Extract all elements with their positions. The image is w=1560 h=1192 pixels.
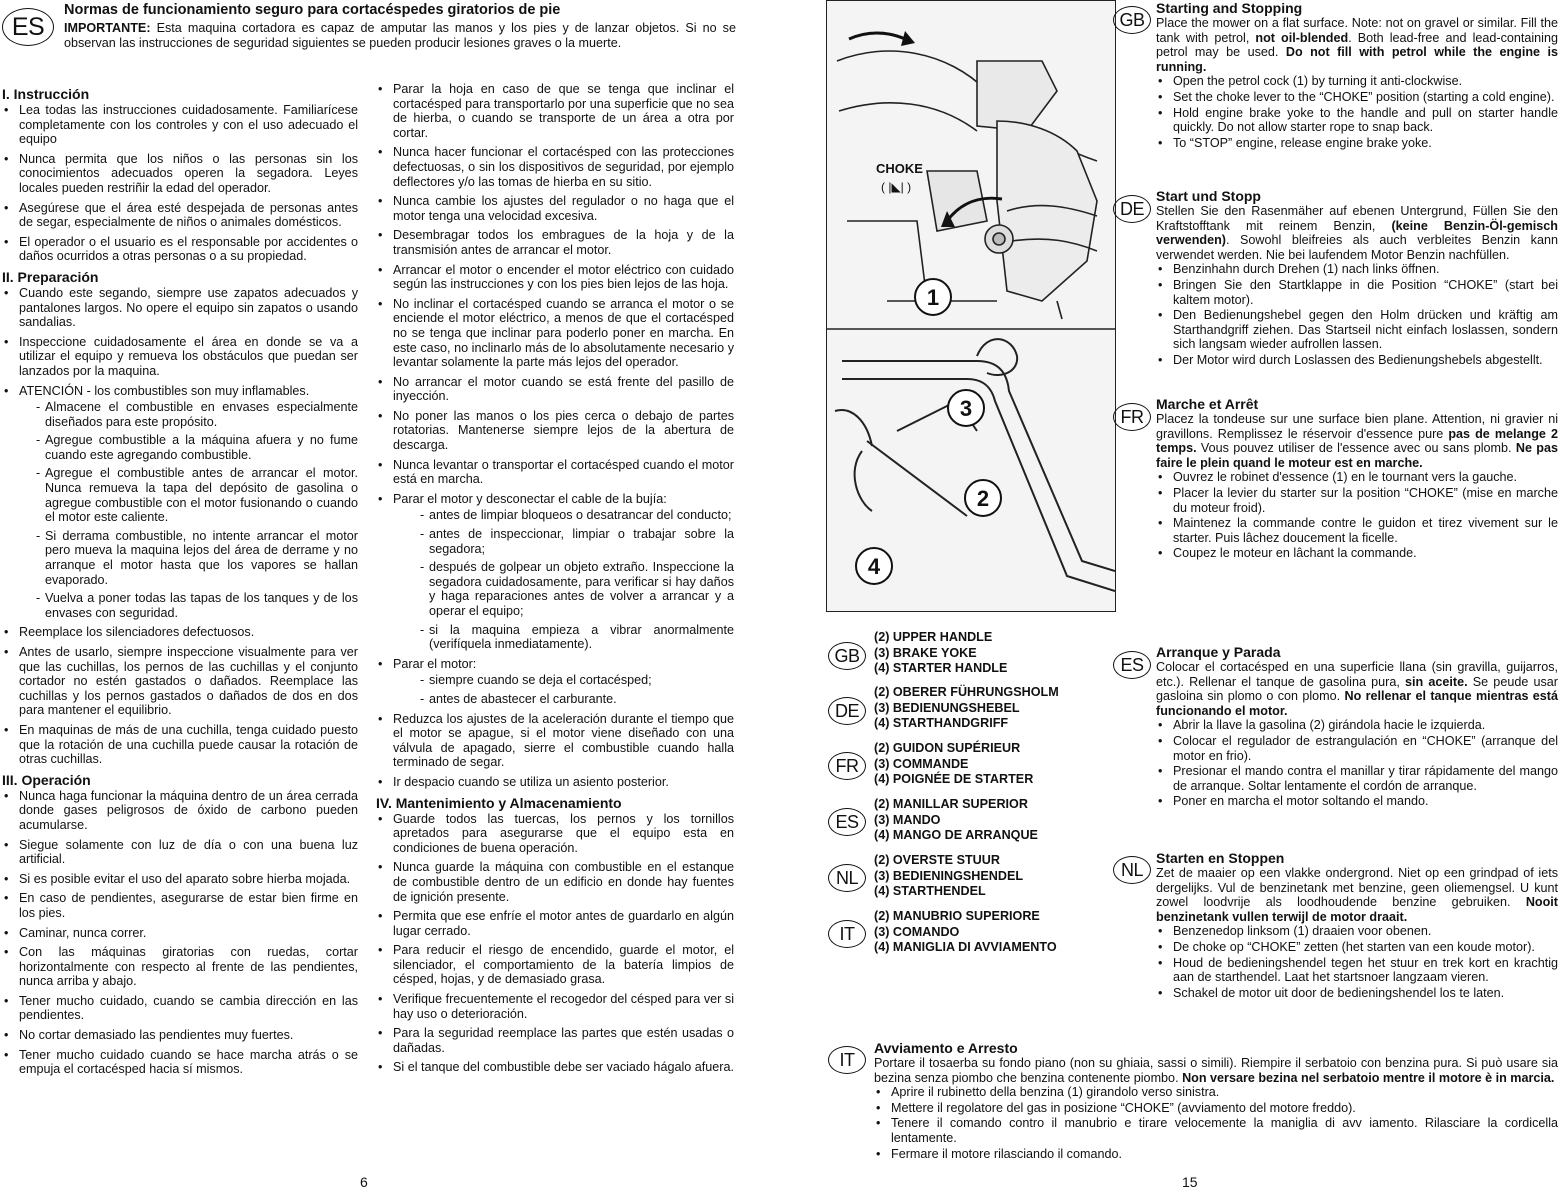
intro-text: Se peude usar gasloina sin plomo o con plomo. (1156, 674, 1558, 704)
list-item: • Si el tanque del combustible debe ser vaciado hágalo afuera. (376, 1060, 734, 1075)
sub-item: - Agregue combustible a la máquina afuera y no fume cuando este agregando combustible. (19, 433, 358, 462)
intro-bold: sin aceite. (1405, 674, 1468, 689)
parts-it (874, 909, 1057, 956)
part-line: (4) STARTER HANDLE (874, 661, 1008, 675)
intro-bold: Do not fill with petrol while the engine is running. (1156, 45, 1558, 74)
sub-item: - siempre cuando se deja el cortacésped; (393, 673, 734, 688)
list-item: • Parar la hoja en caso de que se tenga que inclinar el cortacésped para transportarlo por una superficie que no sea de hierba, o cuando se transporte de un área a otra por cortar. (376, 82, 734, 140)
list-item (376, 492, 734, 652)
list-operacion-cont (376, 82, 734, 790)
part-line: (3) MANDO (874, 812, 941, 827)
list-item: • Colocar el regulador de estrangulación en “CHOKE” (arranque del motor en frio). (1156, 734, 1558, 763)
sub-item: - Vuelva a poner todas las tapas de los tanques y de los envases con seguridad. (19, 591, 358, 620)
sub-item: - antes de limpiar bloqueos o desatrancar del conducto; (393, 508, 734, 523)
list-item: • Coupez le moteur en lâchant la commande. (1156, 546, 1558, 561)
sub-item: - antes de inspeccionar, limpiar o trabajar sobre la segadora; (393, 527, 734, 556)
callout-number: 4 (867, 554, 881, 579)
intro-text: Vous pouvez utiliser de l'essence avec ou sans plomb. (1196, 441, 1516, 456)
part-line: (3) COMMANDE (874, 756, 969, 771)
list-item: • No inclinar el cortacésped cuando se arranca el motor o se enciende el motor eléctrico, a menos de que el cortacésped no se tenga que inclinar para poderlo poner en marcha. En este caso, no inclinarlo más de lo absolutamente necesario y levantar solamente la parte más lejos del operador. (376, 297, 734, 370)
list-item: • Verifique frecuentemente el recogedor del césped para ver si hay uso o deterioración. (376, 992, 734, 1021)
list-item: • De choke op “CHOKE” zetten (het starten van een koude motor). (1156, 940, 1558, 955)
intro-bold: pas de melange 2 temps. (1156, 426, 1558, 456)
list-mantenimiento (376, 812, 734, 1076)
page-header (64, 2, 736, 50)
middle-column (376, 82, 734, 1080)
list-item: • Nunca hacer funcionar el cortacésped con las protecciones defectuosas, o sin los dispositivos de seguridad, por ejemplo deflectores y/o las tomas de hierba en su sitio. (376, 145, 734, 189)
list-item: • No cortar demasiado las pendientes muy fuertes. (2, 1028, 358, 1043)
lang-badge-gb-section: GB (1113, 6, 1151, 34)
list-item: • Tener mucho cuidado, cuando se cambia dirección en las pendientes. (2, 994, 358, 1023)
parts-de (874, 685, 1059, 732)
list-item: • Siegue solamente con luz de día o con una buena luz artificial. (2, 838, 358, 867)
section-es (1156, 644, 1558, 810)
section-title: Starting and Stopping (1156, 0, 1303, 16)
intro-bold: (keine Benzin-Öl-gemisch verwenden) (1156, 218, 1558, 248)
part-line: (4) MANGO DE ARRANQUE (874, 828, 1038, 842)
list-item: • Mettere il regolatore del gas in posizione “CHOKE” (avviamento del motore freddo). (874, 1101, 1558, 1116)
list-item: • Aprire il rubinetto della benzina (1) girandolo verso sinistra. (874, 1085, 1558, 1100)
callout-number: 2 (976, 486, 990, 511)
list-item: • Desembragar todos los embragues de la hoja y de la transmisión antes de arrancar el motor. (376, 228, 734, 257)
sub-item: - después de golpear un objeto extraño. Inspeccione la segadora cuidadosamente, para verificar si hay daños y haga reparaciones antes de volver a arrancar y a operar el equipo; (393, 560, 734, 618)
lang-badge-de: DE (828, 697, 866, 725)
list-item-text: Parar el motor: (393, 656, 477, 671)
list-item: • Para la seguridad reemplace las partes que estén usadas o dañadas. (376, 1026, 734, 1055)
section-intro (1156, 412, 1558, 470)
section-intro (1156, 16, 1558, 74)
list-item: • Nunca haga funcionar la máquina dentro de un área cerrada donde gases peligrosos de óxido de carbono pueden acumularse. (2, 789, 358, 833)
list-item: • Tenere il comando contro il manubrio e tirare velocemente la maniglia di avv iamento. Rilasciare la cordicella lentamente. (874, 1116, 1558, 1145)
list-item: • To “STOP” engine, release engine brake yoke. (1156, 136, 1558, 151)
part-line: (2) OBERER FÜHRUNGSHOLM (874, 685, 1059, 699)
important-notice (64, 21, 736, 50)
lang-badge-es: ES (2, 8, 54, 46)
part-line: (3) BEDIENUNGSHEBEL (874, 700, 1020, 715)
sub-item: - si la maquina empieza a vibrar anormalmente (verifíquela inmediatamente). (393, 623, 734, 652)
part-line: (2) GUIDON SUPÉRIEUR (874, 741, 1021, 755)
sub-item: - antes de abastecer el carburante. (393, 692, 734, 707)
list-operacion (2, 789, 358, 1077)
list-item (2, 384, 358, 621)
parts-es (874, 797, 1038, 844)
section-list (1156, 718, 1558, 809)
section-list (1156, 470, 1558, 561)
intro-bold: No rellenar el tanque mientras está funcionando el motor. (1156, 689, 1558, 718)
section-list (1156, 74, 1558, 150)
list-item: • Nunca permita que los niños o las personas sin los conocimientos adecuados operen la segadora. Leyes locales pueden restriñir la edad del operador. (2, 152, 358, 196)
important-text: Esta maquina cortadora es capaz de amputar las manos y los pies y de lanzar objetos. Si no se observan las instrucciones de seguridad siguientes se pueden producir lesiones graves o la muerte. (64, 21, 736, 50)
list-item: • Schakel de motor uit door de bedieningshendel los te laten. (1156, 986, 1558, 1001)
list-item: • Fermare il motore rilasciando il comando. (874, 1147, 1558, 1162)
list-item: • Ouvrez le robinet d'essence (1) en le tournant vers la gauche. (1156, 470, 1558, 485)
list-preparacion (2, 286, 358, 767)
intro-bold: Ne pas faire le plein quand le moteur est en marche. (1156, 441, 1558, 470)
part-line: (4) STARTHANDGRIFF (874, 716, 1009, 730)
intro-bold: Non versare bezina nel serbatoio mentre il motore è in marcia. (1182, 1070, 1555, 1085)
lang-badge-it: IT (828, 920, 866, 948)
section-intro (1156, 204, 1558, 262)
list-item: • Placer la levier du starter sur la position “CHOKE” (mise en marche du moteur froid). (1156, 486, 1558, 515)
section-title: Start und Stopp (1156, 188, 1261, 204)
lang-badge-fr: FR (828, 752, 866, 780)
callout-1 (915, 279, 951, 315)
part-line: (4) POIGNÉE DE STARTER (874, 772, 1034, 786)
part-line: (3) COMANDO (874, 924, 960, 939)
list-item: • Si es posible evitar el uso del aparato sobre hierba mojada. (2, 872, 358, 887)
intro-bold: Nooit benzinetank vullen terwijl de motor draait. (1156, 895, 1558, 924)
lang-badge-it-section: IT (828, 1046, 866, 1074)
intro-text: . Both lead-free and lead-containing petrol may be used. (1156, 30, 1558, 60)
sub-item: - Si derrama combustible, no intente arrancar el motor pero mueva la maquina lejos del área de derrame y no arranque el motor hasta que los vapores se hallan evaporado. (19, 529, 358, 587)
lang-badge-fr-section: FR (1113, 403, 1151, 431)
callout-2 (965, 480, 1001, 516)
intro-text: . Sowohl bleifreies als auch verbleites Benzin kann verwendet werden. Nie bei laufendem Motor Benzin nachfüllen. (1156, 233, 1558, 262)
list-instruccion (2, 103, 358, 264)
list-item: • Presionar el mando contra el manillar y tirar rápidamente del mango de arranque. Soltar lentamente el cordón de arranque. (1156, 764, 1558, 793)
list-item (376, 657, 734, 707)
list-item: • El operador o el usuario es el responsable por accidentes o daños ocurridos a otras personas o a su propiedad. (2, 235, 358, 264)
lang-badge-es-section: ES (1113, 651, 1151, 679)
parts-gb (874, 630, 1007, 677)
part-line: (2) MANILLAR SUPERIOR (874, 797, 1028, 811)
list-item: • Cuando este segando, siempre use zapatos adecuados y pantalones largos. No opere el equipo sin zapatos o usando sandalias. (2, 286, 358, 330)
page-number-left: 6 (360, 1174, 368, 1190)
intro-text: Place the mower on a flat surface. Note: not on gravel or similar. Fill the tank with petrol, (1156, 16, 1558, 45)
section-gb (1156, 0, 1558, 151)
sublist-bujia (393, 508, 734, 651)
list-item: • Arrancar el motor o encender el motor eléctrico con cuidado según las instrucciones y con los pies bien lejos de las hoja. (376, 263, 734, 292)
list-item: • Maintenez la commande contre le guidon et tirez vivement sur le starter. Puis lâchez doucement la ficelle. (1156, 516, 1558, 545)
list-item: • Den Bedienungshebel gegen den Holm drücken und kräftig am Starthandgriff ziehen. Das Startseil nicht einfach loslassen, sondern sich langsam wieder aufrollen lassen. (1156, 308, 1558, 352)
list-item: • Benzinhahn durch Drehen (1) nach links öffnen. (1156, 262, 1558, 277)
section-title: Marche et Arrêt (1156, 396, 1259, 412)
lang-badge-de-section: DE (1113, 195, 1151, 223)
sub-item: - Agregue el combustible antes de arrancar el motor. Nunca remueva la tapa del depósito de gasolina o agregue combustible con el motor fusionando o cuando el motor este caliente. (19, 466, 358, 524)
callout-3 (948, 390, 984, 426)
list-item: • Open the petrol cock (1) by turning it anti-clockwise. (1156, 74, 1558, 89)
section-title: Arranque y Parada (1156, 644, 1281, 660)
list-item: • No poner las manos o los pies cerca o debajo de partes rotatorias. Mantenerse siempre lejos de la abertura de descarga. (376, 409, 734, 453)
list-item: • En maquinas de más de una cuchilla, tenga cuidado puesto que la rotación de una cuchilla puede causar la rotación de otras cuchillas. (2, 723, 358, 767)
section-intro (1156, 866, 1558, 924)
intro-text: Placez la tondeuse sur une surface bien plane. Attention, ni gravier ni gravillons. Remplissez le réservoir d'essence pure (1156, 412, 1558, 441)
list-item: • Asegúrese que el área esté despejada de personas antes de segar, especialmente de niños o animales domésticos. (2, 201, 358, 230)
list-item: • Nunca cambie los ajustes del regulador o no haga que el motor tenga una velocidad excesiva. (376, 194, 734, 223)
part-line: (4) MANIGLIA DI AVVIAMENTO (874, 940, 1057, 954)
callout-number: 3 (959, 396, 973, 421)
sublist-parar (393, 673, 734, 706)
intro-text: Portare il tosaerba su fondo piano (non su ghiaia, sassi o simili). Riempire il serbatoio con benzina pura. Si può usare sia bezina senza piombo che benzina contenente piombo. (874, 1056, 1558, 1085)
section-list (1156, 924, 1558, 1000)
parts-nl (874, 853, 1023, 900)
section-de (1156, 188, 1558, 369)
section-intro (1156, 660, 1558, 718)
intro-bold: not oil-blended (1255, 30, 1349, 45)
mower-figure (826, 0, 1116, 612)
part-line: (2) UPPER HANDLE (874, 630, 993, 644)
part-line: (3) BEDIENINGSHENDEL (874, 868, 1024, 883)
list-item: • Para reducir el riesgo de encendido, guarde el motor, el silenciador, el comportamiento de la batería limpios de césped, hojas, y de demasiado grasa. (376, 943, 734, 987)
section-nl (1156, 850, 1558, 1001)
list-item: • Abrir la llave la gasolina (2) girándola hacie le izquierda. (1156, 718, 1558, 733)
section-title: Avviamento e Arresto (874, 1040, 1018, 1056)
list-item: • Poner en marcha el motor soltando el mando. (1156, 794, 1558, 809)
intro-text: Colocar el cortacésped en una superficie llana (sin gravilla, guijarros, etc.). Rellenar el tanque de gasolina pura, (1156, 660, 1558, 689)
lang-badge-es-parts: ES (828, 808, 866, 836)
section-list (1156, 262, 1558, 367)
section-list (874, 1085, 1558, 1161)
callout-4 (856, 548, 892, 584)
section-title: Starten en Stoppen (1156, 850, 1285, 866)
section-fr (1156, 396, 1558, 562)
list-item: • Reduzca los ajustes de la aceleración durante el tiempo que el motor se apague, si el motor viene diseñado con una válvula de apagado, sierre el combustible cuando halla terminado de segar. (376, 712, 734, 770)
section-it (874, 1040, 1558, 1162)
list-item: • Permita que ese enfríe el motor antes de guardarlo en algún lugar cerrado. (376, 909, 734, 938)
part-line: (2) OVERSTE STUUR (874, 853, 1000, 867)
section-intro (874, 1056, 1558, 1085)
list-item-text: ATENCIÓN - los combustibles son muy inflamables. (19, 383, 310, 398)
list-item: • Houd de bedieningshendel tegen het stuur en trek kort en krachtig aan de starthendel. Laat het startsnoer langzaam vieren. (1156, 956, 1558, 985)
heading-operacion: III. Operación (2, 771, 91, 788)
list-item: • Caminar, nunca correr. (2, 926, 358, 941)
page-title: Normas de funcionamiento seguro para cortacéspedes giratorios de pie (64, 2, 561, 18)
list-item: • Der Motor wird durch Loslassen des Bedienungshebels abgestellt. (1156, 353, 1558, 368)
page-number-right: 15 (1182, 1174, 1198, 1190)
heading-preparacion: II. Preparación (2, 268, 99, 285)
list-item-text: Parar el motor y desconectar el cable de la bujía: (393, 491, 667, 506)
part-line: (3) BRAKE YOKE (874, 645, 977, 660)
list-item: • Nunca levantar o transportar el cortacésped cuando el motor está en marcha. (376, 458, 734, 487)
list-item: • Hold engine brake yoke to the handle and pull on starter handle quickly. Do not allow starter rope to snap back. (1156, 106, 1558, 135)
important-label: IMPORTANTE: (64, 21, 151, 35)
part-line: (4) STARTHENDEL (874, 884, 986, 898)
list-item: • Antes de usarlo, siempre inspeccione visualmente para ver que las cuchillas, los pernos de las cuchillas y el conjunto cortador no estén gastados o dañados. Reemplace las cuchillas y los pernos gastados o dañados de dos en dos para mantener el equilibrio. (2, 645, 358, 718)
list-item: • Benzenedop linksom (1) draaien voor obenen. (1156, 924, 1558, 939)
part-line: (2) MANUBRIO SUPERIORE (874, 909, 1040, 923)
list-item: • Con las máquinas giratorias con ruedas, cortar horizontalmente con respecto al frente de las pendientes, nunca arriba y abajo. (2, 945, 358, 989)
list-item: • Guarde todos las tuercas, los pernos y los tornillos apretados para asegurarse que el equipo esta en condiciones de buena operación. (376, 812, 734, 856)
list-item: • En caso de pendientes, asegurarse de estar bien firme en los pies. (2, 891, 358, 920)
list-item: • Bringen Sie den Startklappe in die Position “CHOKE” (start bei kaltem motor). (1156, 278, 1558, 307)
lang-badge-nl: NL (828, 864, 866, 892)
list-item: • Set the choke lever to the “CHOKE” position (starting a cold engine). (1156, 90, 1558, 105)
list-item: • Tener mucho cuidado cuando se hace marcha atrás o se empuja el cortacésped hacia sí mismos. (2, 1048, 358, 1077)
list-item: • Lea todas las instrucciones cuidadosamente. Familiarícese completamente con los controles y con el uso adecuado el equipo (2, 103, 358, 147)
lang-badge-gb: GB (828, 642, 866, 670)
list-item: • Nunca guarde la máquina con combustible en el estanque de combustible dentro de un edificio en donde hay fuentes de ignición presente. (376, 860, 734, 904)
list-item: • Ir despacio cuando se utiliza un asiento posterior. (376, 775, 734, 790)
heading-instruccion: I. Instrucción (2, 86, 90, 102)
mower-illustration (827, 1, 1115, 611)
choke-symbol: ( |◣| ) (881, 180, 912, 194)
intro-text: Stellen Sie den Rasenmäher auf ebenen Untergrund, Füllen Sie den Kraftstofftank mit reinem Benzin, (1156, 204, 1558, 233)
sublist-combustible (19, 400, 358, 620)
list-item: • Inspeccione cuidadosamente el área en donde se va a utilizar el equipo y remueva los obstáculos que puedan ser lanzados por la maquina. (2, 335, 358, 379)
callout-number: 1 (926, 285, 940, 310)
left-column (2, 82, 358, 1082)
list-item: • No arrancar el motor cuando se está frente del pasillo de inyección. (376, 375, 734, 404)
choke-label: CHOKE (876, 161, 923, 176)
parts-fr (874, 741, 1033, 788)
sub-item: - Almacene el combustible en envases especialmente diseñados para este propósito. (19, 400, 358, 429)
list-item: • Reemplace los silenciadores defectuosos. (2, 625, 358, 640)
intro-text: Zet de maaier op een vlakke ondergrond. Niet op een grindpad of iets dergelijks. Vul de benzinetank met benzine, geen oliemengsel. U kunt zowel loodvrije als loodhoudende benzine gebruiken. (1156, 866, 1558, 910)
lang-badge-nl-section: NL (1113, 856, 1151, 884)
heading-mantenimiento: IV. Mantenimiento y Almacenamiento (376, 794, 622, 811)
